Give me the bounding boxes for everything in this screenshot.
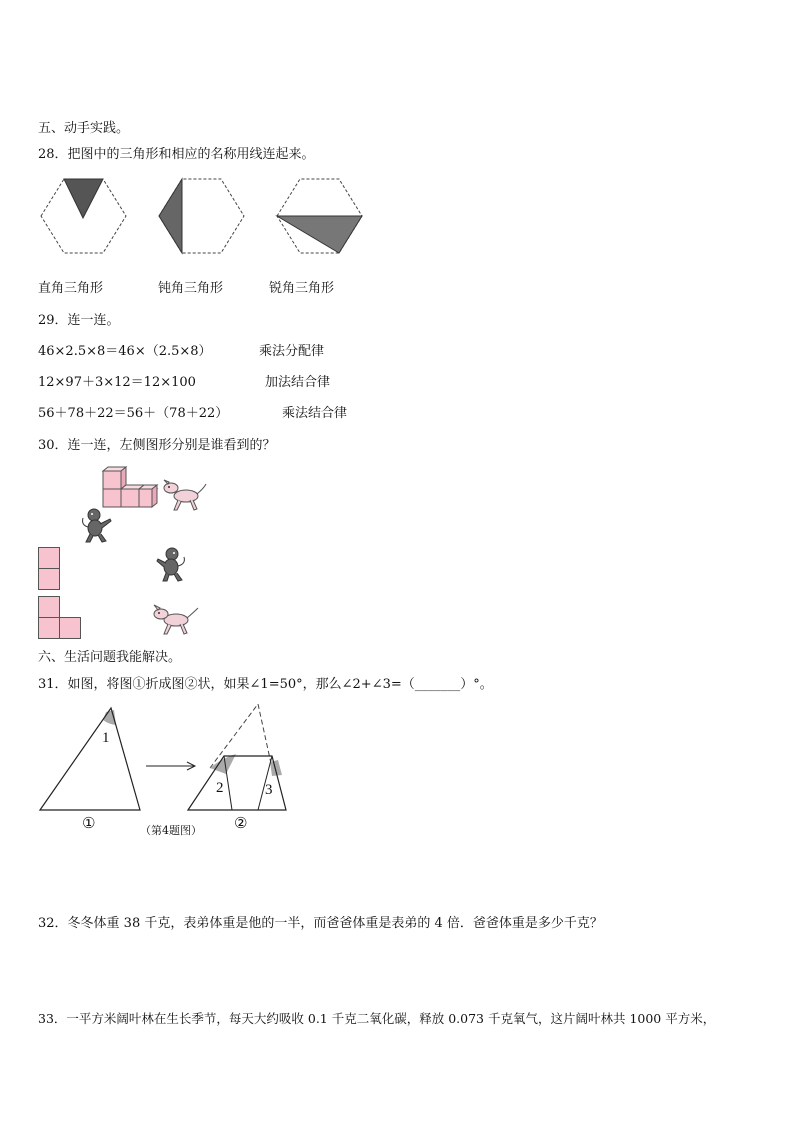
question-33-stem: 33．一平方米阔叶林在生长季节，每天大约吸收 0.1 千克二氧化碳，释放 0.073 千克氧气，这片阔叶林共 1000 平方米， — [38, 1011, 716, 1026]
section-heading-6: 六、生活问题我能解决。 — [38, 650, 182, 665]
dog-icon — [150, 600, 200, 640]
q29-law-1: 乘法分配律 — [259, 344, 325, 359]
q29-law-2: 加法结合律 — [265, 375, 331, 390]
question-29-stem: 29．连一连。 — [38, 313, 120, 328]
q29-law-3: 乘法结合律 — [282, 406, 348, 421]
q31-fold-figure — [36, 700, 296, 840]
q28-label-2: 钝角三角形 — [158, 281, 224, 296]
q29-expression-3: 56＋78＋22＝56＋（78＋22） — [38, 406, 229, 421]
q29-expression-1: 46×2.5×8＝46×（2.5×8） — [38, 344, 212, 359]
view-l-bottom-left — [38, 617, 60, 639]
angle-2-label: 2 — [216, 780, 224, 796]
view-l-bottom-right — [59, 617, 81, 639]
dog-icon — [160, 476, 208, 516]
question-32-stem: 32．冬冬体重 38 千克，表弟体重是他的一半，而爸爸体重是表弟的 4 倍．爸爸体重是多少千克？ — [38, 916, 603, 931]
figure-caption: （第4题图） — [140, 824, 202, 837]
angle-3-label: 3 — [265, 782, 273, 798]
hexagon-acute-triangle — [277, 179, 362, 253]
view-l-top — [38, 596, 60, 618]
view-square-top — [38, 547, 60, 569]
monkey-icon — [154, 546, 190, 584]
hexagon-obtuse-triangle — [159, 179, 244, 253]
view-square-bottom — [38, 568, 60, 590]
section-heading-5: 五、动手实践。 — [38, 121, 130, 136]
figure-2-label: ② — [234, 814, 248, 832]
q29-expression-2: 12×97＋3×12＝12×100 — [38, 375, 196, 390]
question-31-stem: 31．如图，将图①折成图②状，如果∠1=50°，那么∠2+∠3=（_______）°。 — [38, 677, 493, 692]
hexagon-right-triangle — [41, 179, 126, 253]
angle-1-label: 1 — [102, 730, 110, 746]
q28-label-1: 直角三角形 — [38, 281, 104, 296]
figure-1-label: ① — [82, 814, 96, 832]
question-30-stem: 30．连一连，左侧图形分别是谁看到的？ — [38, 438, 276, 453]
q28-hexagons-figure — [36, 176, 376, 260]
question-28-stem: 28．把图中的三角形和相应的名称用线连起来。 — [38, 147, 315, 162]
monkey-icon — [80, 507, 116, 545]
q28-label-3: 锐角三角形 — [269, 281, 335, 296]
